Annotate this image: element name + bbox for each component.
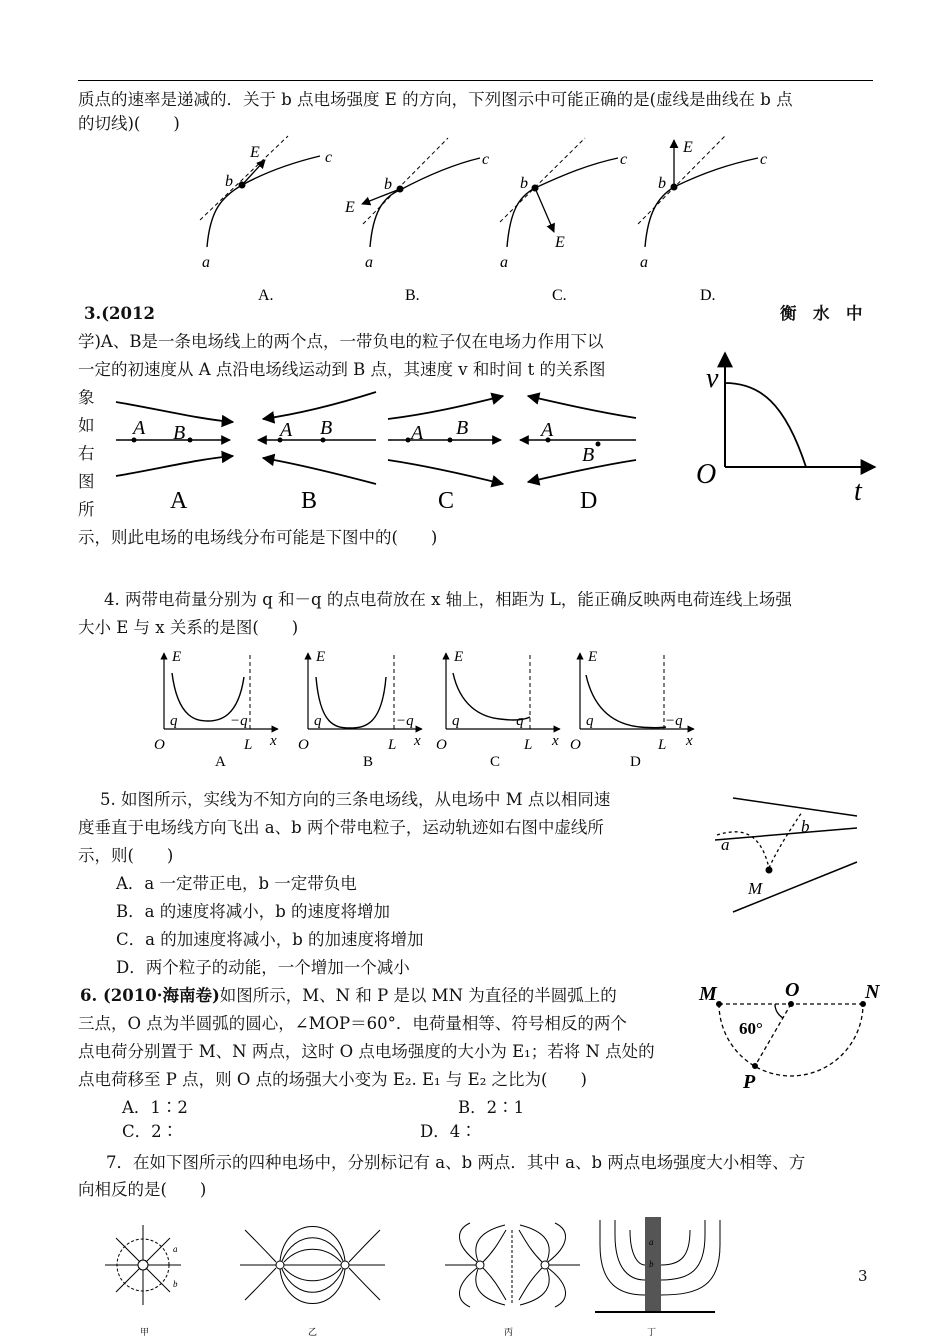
q5-line2: 度垂直于电场线方向飞出 a、b 两个带电粒子，运动轨迹如右图中虚线所 [78, 818, 604, 837]
svg-text:L: L [388, 737, 397, 753]
svg-text:x: x [552, 733, 559, 749]
q4-option-c [436, 649, 560, 770]
label-b: b [225, 173, 233, 190]
svg-text:M: M [699, 983, 717, 1005]
label-a: a [500, 254, 508, 271]
svg-text:x: x [270, 733, 277, 749]
svg-text:t: t [854, 476, 862, 507]
q5-choice-a: A．a 一定带正电，b 一定带负电 [116, 874, 357, 893]
q6-line1: 6. (2010·海南卷)如图所示，M、N 和 P 是以 MN 为直径的半圆弧上的 [80, 986, 617, 1005]
q4-option-a-label: A [215, 754, 226, 770]
svg-text:a: a [721, 835, 730, 854]
q5-choice-d: D．两个粒子的动能，一个增加一个减小 [116, 958, 410, 977]
q3-option-d-label: D [580, 488, 598, 514]
q4-line2: 大小 E 与 x 关系的是图( ) [78, 618, 299, 637]
q7-caption-ding: 丁 [647, 1327, 657, 1337]
svg-text:a: a [649, 1237, 654, 1247]
svg-text:O: O [298, 737, 309, 753]
q3-field-figures [108, 384, 648, 516]
label-e: E [345, 199, 355, 216]
svg-text:O: O [785, 979, 800, 1001]
q5-choice-b: B．a 的速度将减小，b 的速度将增加 [116, 902, 391, 921]
q6-choice-d: D．4∶ [420, 1122, 477, 1141]
q7-line2: 向相反的是( ) [78, 1180, 207, 1199]
q6-line2: 三点，O 点为半圆弧的圆心，∠MOP＝60°．电荷量相等、符号相反的两个 [78, 1014, 627, 1033]
q6-choice-a: A．1∶2 [122, 1098, 188, 1117]
svg-text:b: b [649, 1259, 654, 1269]
svg-text:A: A [133, 417, 146, 439]
svg-text:B: B [456, 417, 469, 439]
svg-text:M: M [748, 879, 763, 898]
q7-figures [100, 1215, 740, 1342]
svg-text:L: L [524, 737, 533, 753]
q2-option-b-figure [344, 138, 489, 271]
q6-choice-c: C．2∶ [122, 1122, 179, 1141]
q2-option-c-label: C. [552, 287, 567, 304]
svg-text:O: O [154, 737, 165, 753]
q3-option-b [258, 392, 376, 484]
q4-option-a [154, 649, 278, 770]
q2-line2: 的切线)( ) [78, 114, 180, 133]
label-b: b [658, 175, 666, 192]
svg-text:q: q [314, 713, 322, 729]
q2-line1: 质点的速率是递减的．关于 b 点电场强度 E 的方向，下列图示中可能正确的是(虚线是曲线在 b 点 [78, 90, 793, 109]
svg-text:60°: 60° [739, 1019, 763, 1038]
label-e: E [250, 144, 260, 161]
q3-option-b-label: B [301, 488, 318, 514]
svg-text:−q: −q [230, 713, 248, 729]
svg-text:v: v [706, 363, 719, 394]
q2-figures [180, 132, 800, 310]
q6-figure [695, 978, 885, 1098]
label-a: a [365, 254, 373, 271]
q2-option-d-label: D. [700, 287, 716, 304]
svg-text:b: b [173, 1279, 178, 1289]
svg-text:x: x [414, 733, 421, 749]
svg-text:B: B [173, 422, 186, 444]
svg-text:A: A [411, 422, 424, 444]
q7-fig-bing [445, 1223, 580, 1307]
q2-option-a-label: A. [258, 287, 274, 304]
svg-text:B: B [582, 444, 595, 466]
q3-option-d [520, 396, 636, 482]
q3-line-last: 示，则此电场的电场线分布可能是下图中的( ) [78, 528, 438, 547]
label-c: c [325, 149, 333, 166]
q4-option-b-label: B [363, 754, 374, 770]
q4-figures [150, 645, 710, 773]
svg-text:E: E [172, 649, 182, 665]
page-number: 3 [858, 1267, 868, 1285]
q5-line3: 示，则( ) [78, 846, 174, 865]
svg-text:q: q [170, 713, 178, 729]
q7-fig-yi [240, 1227, 385, 1304]
q5-line1: 5. 如图所示，实线为不知方向的三条电场线，从电场中 M 点以相同速 [100, 790, 611, 809]
q7-fig-jia [105, 1225, 181, 1305]
svg-text:b: b [801, 817, 810, 836]
q3-vt-graph [690, 345, 885, 505]
q6-line3: 点电荷分别置于 M、N 两点，这时 O 点电场强度的大小为 E₁；若将 N 点处的 [78, 1042, 655, 1061]
q4-option-d-label: D [630, 754, 641, 770]
label-a: a [640, 254, 648, 271]
svg-text:A: A [541, 419, 554, 441]
q5-choice-c: C．a 的加速度将减小，b 的加速度将增加 [116, 930, 424, 949]
q2-option-b-label: B. [405, 287, 420, 304]
svg-text:B: B [320, 417, 333, 439]
q6-source: 6. (2010·海南卷) [80, 986, 220, 1005]
q4-option-c-label: C [490, 754, 501, 770]
svg-text:N: N [865, 981, 880, 1003]
svg-text:L: L [658, 737, 667, 753]
q7-caption-bing: 丙 [504, 1327, 514, 1337]
svg-text:−q: −q [396, 713, 414, 729]
q3-line2: 一定的初速度从 A 点沿电场线运动到 B 点，其速度 v 和时间 t 的关系图 [78, 360, 606, 379]
q3-vertical-text: 象 如 右 图 所 [78, 388, 95, 519]
q4-option-d [570, 649, 694, 770]
svg-text:q: q [586, 713, 594, 729]
q3-option-a [116, 402, 233, 476]
label-c: c [760, 151, 768, 168]
svg-text:P: P [743, 1071, 756, 1093]
q3-option-c-label: C [438, 488, 455, 514]
q7-caption-yi: 乙 [308, 1327, 318, 1337]
label-c: c [620, 151, 628, 168]
svg-text:x: x [686, 733, 693, 749]
label-e: E [555, 234, 565, 251]
svg-text:q: q [452, 713, 460, 729]
svg-text:E: E [454, 649, 464, 665]
q5-figure [705, 790, 865, 920]
q4-option-b [298, 649, 422, 770]
label-a: a [202, 254, 210, 271]
svg-text:−q: −q [506, 713, 524, 729]
svg-text:O: O [696, 459, 717, 490]
q7-line1: 7．在如下图所示的四种电场中，分别标记有 a、b 两点．其中 a、b 两点电场强度大小相等、方 [106, 1153, 806, 1172]
svg-text:O: O [436, 737, 447, 753]
q3-source: 衡 水 中 [780, 304, 863, 323]
q3-line1: 学)A、B是一条电场线上的两个点，一带负电的粒子仅在电场力作用下以 [78, 332, 604, 351]
svg-text:−q: −q [665, 713, 683, 729]
header-rule [78, 80, 873, 81]
svg-text:E: E [588, 649, 598, 665]
q2-option-c-figure [500, 138, 627, 271]
q7-caption-jia: 甲 [140, 1327, 150, 1337]
label-c: c [482, 151, 490, 168]
label-b: b [520, 175, 528, 192]
q4-line1: 4. 两带电荷量分别为 q 和－q 的点电荷放在 x 轴上，相距为 L，能正确反映两电荷连线上场强 [104, 590, 792, 609]
svg-text:a: a [173, 1244, 178, 1254]
label-e: E [683, 139, 693, 156]
q6-line4: 点电荷移至 P 点，则 O 点的场强大小变为 E₂. E₁ 与 E₂ 之比为( ) [78, 1070, 587, 1089]
label-b: b [384, 176, 392, 193]
q2-option-a-figure [200, 136, 332, 271]
q3-number: 3.(2012 [84, 304, 155, 323]
q6-choice-b: B．2∶1 [458, 1098, 525, 1117]
svg-text:L: L [244, 737, 253, 753]
q7-fig-ding [595, 1217, 720, 1312]
q3-option-c [388, 396, 503, 484]
svg-text:A: A [280, 419, 293, 441]
svg-text:O: O [570, 737, 581, 753]
q3-option-a-label: A [170, 488, 188, 514]
q2-option-d-figure [638, 136, 767, 271]
svg-text:E: E [316, 649, 326, 665]
